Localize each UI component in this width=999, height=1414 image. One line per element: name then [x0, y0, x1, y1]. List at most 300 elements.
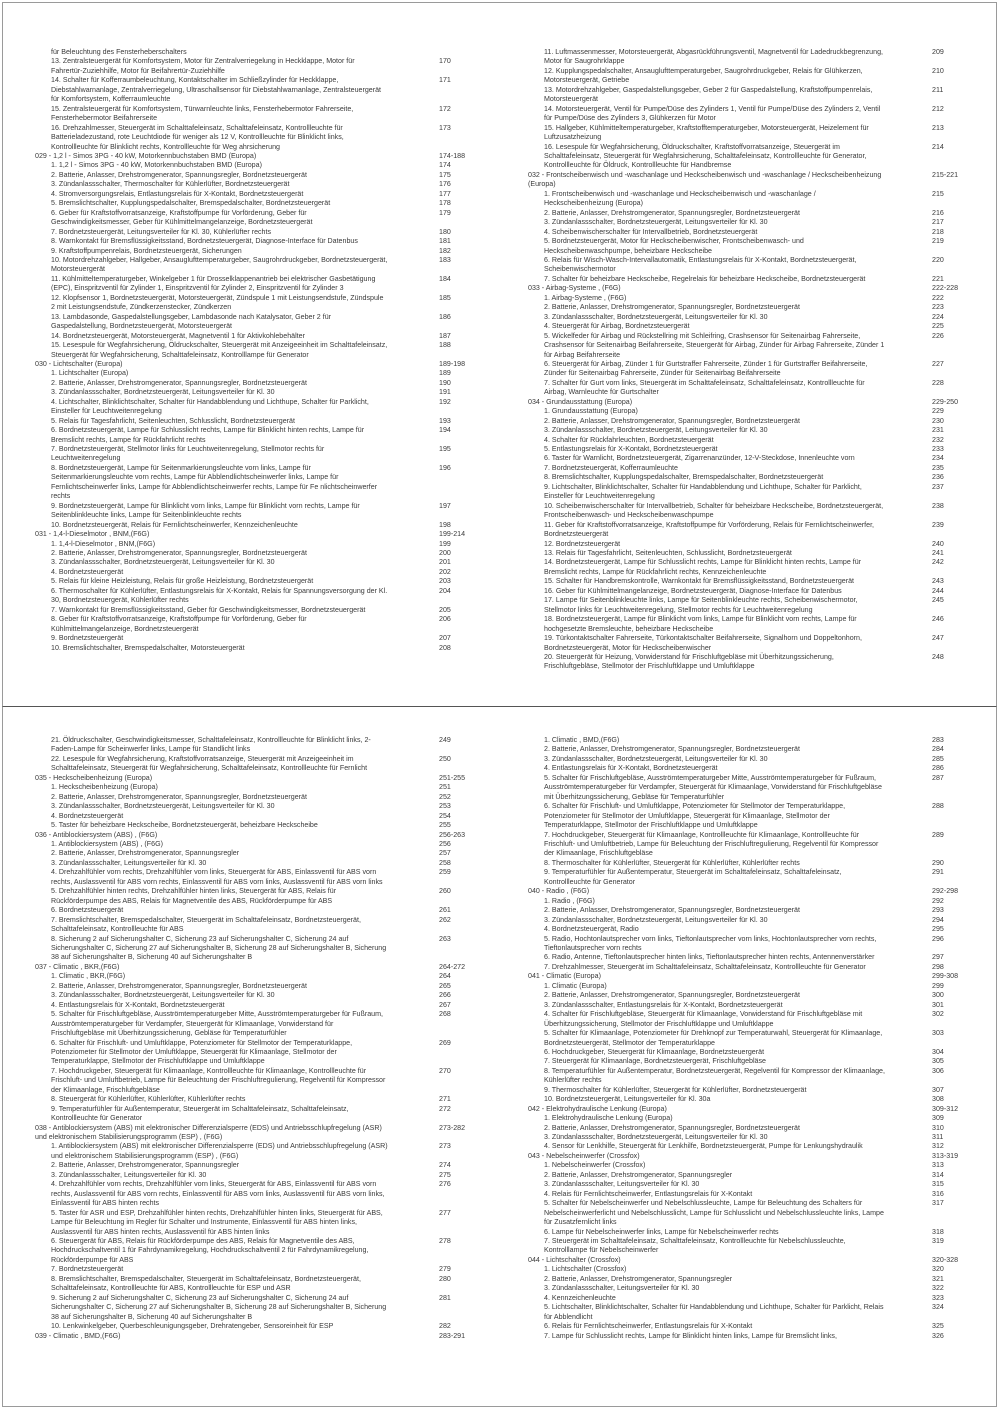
toc-section-entry[interactable]	[3, 1332, 498, 1341]
toc-item-entry[interactable]	[3, 57, 498, 76]
toc-item-entry[interactable]	[3, 634, 498, 643]
toc-item-entry[interactable]	[3, 379, 498, 388]
toc-item-entry[interactable]	[3, 1180, 498, 1208]
toc-section-entry[interactable]	[3, 152, 498, 161]
toc-item-entry[interactable]	[3, 256, 498, 275]
entry-title: 1. Climatic (Europa)	[544, 981, 607, 990]
toc-item-entry[interactable]	[3, 417, 498, 426]
toc-item-entry[interactable]	[496, 502, 996, 521]
toc-item-entry[interactable]	[3, 736, 498, 755]
toc-item-entry[interactable]	[496, 1190, 996, 1199]
entry-page-number: 184	[439, 274, 451, 283]
entry-page-number: 282	[439, 1322, 451, 1331]
toc-item-entry[interactable]	[496, 426, 996, 435]
toc-section-entry[interactable]	[496, 171, 996, 190]
entry-page-number: 321	[932, 1274, 944, 1283]
toc-item-entry[interactable]	[3, 802, 498, 811]
toc-item-entry[interactable]	[496, 1284, 996, 1293]
toc-item-entry[interactable]	[3, 991, 498, 1000]
toc-item-entry[interactable]	[496, 587, 996, 596]
toc-item-entry[interactable]	[496, 1171, 996, 1180]
toc-item-entry[interactable]	[3, 294, 498, 313]
entry-page-number: 222-228	[932, 284, 959, 293]
toc-item-entry[interactable]	[496, 764, 996, 773]
toc-item-entry[interactable]	[496, 1322, 996, 1331]
entry-page-number: 268	[439, 1010, 451, 1019]
toc-section-entry[interactable]	[496, 972, 996, 981]
entry-title: 6. Bordnetzsteuergerät	[51, 906, 124, 915]
toc-item-entry[interactable]	[3, 1039, 498, 1067]
toc-item-entry[interactable]	[496, 256, 996, 275]
toc-item-entry[interactable]	[496, 1067, 996, 1086]
toc-item-entry[interactable]	[3, 190, 498, 199]
toc-section-entry[interactable]	[496, 1105, 996, 1114]
toc-item-entry[interactable]	[496, 1095, 996, 1104]
toc-item-entry[interactable]	[496, 417, 996, 426]
toc-item-entry[interactable]	[496, 859, 996, 868]
toc-item-entry[interactable]	[3, 398, 498, 417]
toc-item-entry[interactable]	[496, 540, 996, 549]
toc-item-entry[interactable]	[496, 48, 996, 67]
toc-item-entry[interactable]	[496, 634, 996, 653]
toc-item-entry[interactable]	[496, 1161, 996, 1170]
toc-item-entry[interactable]	[3, 199, 498, 208]
entry-page-number: 211	[932, 85, 944, 94]
entry-title: 4. Stromversorgungsrelais, Entlastungsrelais für X-Kontakt, Bordnetzsteuergerät	[51, 189, 304, 198]
toc-item-entry[interactable]	[496, 218, 996, 227]
entry-title: 8. Steuergerät für Kühlerlüfter, Kühlerlüfter, Kühlerlüfter rechts	[51, 1095, 246, 1104]
toc-item-entry[interactable]	[496, 1332, 996, 1341]
entry-page-number: 316	[932, 1189, 944, 1198]
toc-item-entry[interactable]	[496, 868, 996, 887]
entry-title: 036 - Antiblockiersystem (ABS) , (F6G)	[35, 830, 158, 839]
entry-title: 9. Sicherung 2 auf Sicherungshalter C, Sicherung 23 auf Sicherungshalter C, Sicherung 24 auf Sicherungshalter C, Sicherung 27 auf Sicherungshalter B, Sicherung 28 auf Sicherungshalter B, Sicherung 38 auf Sicherungshalter B, Sicherung 40 auf Sicherungshalter B	[51, 1293, 387, 1321]
entry-title: 3. Zündanlassschalter, Bordnetzsteuergerät, Leitungsverteiler für Kl. 30	[544, 218, 768, 227]
toc-item-entry[interactable]	[3, 105, 498, 124]
toc-item-entry[interactable]	[496, 1048, 996, 1057]
entry-page-number: 262	[439, 915, 451, 924]
entry-title: 5. Drehzahlfühler hinten rechts, Drehzahlfühler hinten links, Steuergerät für ABS, Relais für Rückförderpumpe des ABS, Relais für Magnetventile des ABS, Rückförderpumpe für ABS	[51, 887, 337, 905]
entry-page-number: 172	[439, 104, 451, 113]
toc-item-entry[interactable]	[496, 615, 996, 634]
toc-section-entry[interactable]	[3, 1124, 498, 1143]
toc-item-entry[interactable]	[496, 653, 996, 672]
entry-page-number: 174	[439, 161, 451, 170]
entry-title: 19. Türkontaktschalter Fahrerseite, Türkontaktschalter Beifahrerseite, Signalhorn und Doppeltonhorn, Bordnetzsteuergerät, Motor für Heckscheibenwischer	[544, 634, 862, 652]
toc-item-entry[interactable]	[3, 558, 498, 567]
entry-title: 6. Bordnetzsteuergerät, Lampe für Schlusslicht rechts, Lampe für Blinklicht hinten rechts, Lampe für Bremslicht rechts, Lampe für Rückfahrlicht rechts	[51, 426, 365, 444]
toc-item-entry[interactable]	[3, 341, 498, 360]
toc-item-entry[interactable]	[3, 540, 498, 549]
toc-item-entry[interactable]	[3, 388, 498, 397]
toc-item-entry[interactable]	[3, 568, 498, 577]
entry-title: 1. 1,2 l - Simos 3PG - 40 kW, Motorkennbuchstaben BMD (Europa)	[51, 161, 262, 170]
toc-item-entry[interactable]	[3, 247, 498, 256]
entry-title: 2. Batterie, Anlasser, Drehstromgenerator, Spannungsregler, Bordnetzsteuergerät	[544, 208, 800, 217]
toc-item-entry[interactable]	[496, 596, 996, 615]
toc-item-entry[interactable]	[496, 906, 996, 915]
entry-page-number: 236	[932, 473, 944, 482]
toc-item-entry[interactable]	[3, 209, 498, 228]
entry-page-number: 278	[439, 1237, 451, 1246]
entry-title: 10. Lenkwinkelgeber, Querbeschleunigungsgeber, Drehratengeber, Sensoreinheit für ESP	[51, 1322, 334, 1331]
toc-item-entry[interactable]	[496, 1199, 996, 1227]
entry-title: 5. Wickelfeder für Airbag und Rückstellring mit Schleifring, Crashsensor für Seitenairbag Fahrerseite, Crashsensor für Seitenairbag Beifahrerseite, Steuergerät für Airbag, Zünder für Airbag Fahrerseite, Zünder 1 für Airbag Beifahrerseite	[544, 331, 885, 359]
toc-item-entry[interactable]	[496, 1029, 996, 1048]
entry-title: 5. Radio, Hochtonlautsprecher vorn links, Tieftonlautsprecher vorn links, Hochtonlautsprecher vorn rechts, Tieftonlautsprecher vorn rechts	[544, 934, 877, 952]
toc-item-entry[interactable]	[3, 644, 498, 653]
document-page-top-left	[2, 2, 499, 707]
entry-page-number: 188	[439, 341, 451, 350]
entry-title: 18. Bordnetzsteuergerät, Lampe für Blinklicht vorn links, Lampe für Blinklicht vorn rechts, Lampe für hochgesetzte Bremsleuchte, beheizbare Heckscheibe	[544, 615, 857, 633]
toc-item-entry[interactable]	[496, 143, 996, 171]
toc-section-entry[interactable]	[496, 1152, 996, 1161]
entry-page-number: 210	[932, 66, 944, 75]
toc-continuation-line[interactable]	[3, 48, 498, 57]
toc-item-entry[interactable]	[3, 464, 498, 502]
toc-item-entry[interactable]	[3, 887, 498, 906]
entry-page-number: 219	[932, 237, 944, 246]
toc-item-entry[interactable]	[3, 1067, 498, 1095]
entry-page-number: 215	[932, 189, 944, 198]
entry-page-number: 271	[439, 1095, 451, 1104]
toc-item-entry[interactable]	[3, 1265, 498, 1274]
entry-page-number: 196	[439, 463, 451, 472]
toc-section-entry[interactable]	[3, 831, 498, 840]
entry-title: 10. Bremslichtschalter, Bremspedalschalter, Motorsteuergerät	[51, 643, 245, 652]
toc-item-entry[interactable]	[496, 1010, 996, 1029]
entry-title: 6. Lampe für Nebelscheinwerfer links, Lampe für Nebelscheinwerfer rechts	[544, 1227, 779, 1236]
entry-page-number: 226	[932, 331, 944, 340]
toc-item-entry[interactable]	[496, 1237, 996, 1256]
toc-item-entry[interactable]	[496, 736, 996, 745]
entry-page-number: 294	[932, 915, 944, 924]
entry-title: 2. Batterie, Anlasser, Drehstromgenerator, Spannungsregler, Bordnetzsteuergerät	[544, 416, 800, 425]
toc-item-entry[interactable]	[3, 783, 498, 792]
toc-item-entry[interactable]	[496, 558, 996, 577]
entry-page-number: 193	[439, 416, 451, 425]
entry-page-number: 315	[932, 1180, 944, 1189]
toc-item-entry[interactable]	[496, 379, 996, 398]
toc-section-entry[interactable]	[3, 963, 498, 972]
toc-item-entry[interactable]	[496, 303, 996, 312]
entry-title: 12. Klopfsensor 1, Bordnetzsteuergerät, Motorsteuergerät, Zündspule 1 mit Leistungsendstufe, Zündspule 2 mit Leistungsendstufe, Zündkerzenstecker, Zündkerzen	[51, 293, 384, 312]
entry-page-number: 242	[932, 558, 944, 567]
entry-title: 13. Relais für Tagesfahrlicht, Seitenleuchten, Schlusslicht, Bordnetzsteuergerät	[544, 549, 792, 558]
entry-page-number: 181	[439, 237, 451, 246]
toc-item-entry[interactable]	[3, 587, 498, 606]
entry-page-number: 307	[932, 1085, 944, 1094]
toc-item-entry[interactable]	[496, 953, 996, 962]
entry-title: 4. Schalter für Frischluftgebläse, Steuergerät für Klimaanlage, Vorwiderstand für Frischluftgebläse mit Überhitzungssicherung, Stellmotor der Frischluftklappe und Umluftklappe	[544, 1010, 863, 1028]
entry-page-number: 254	[439, 811, 451, 820]
entry-title: 3. Zündanlassschalter, Leitungsverteiler für Kl. 30	[51, 858, 207, 867]
entry-title: 4. Drehzahlfühler vorn rechts, Drehzahlfühler vorn links, Steuergerät für ABS, Einlassventil für ABS vorn rechts, Auslassventil für ABS vorn rechts, Einlassventil für ABS vorn links, Auslassventil für ABS vorn links	[51, 868, 383, 886]
entry-title: 2. Batterie, Anlasser, Drehstromgenerator, Spannungsregler, Bordnetzsteuergerät	[544, 745, 800, 754]
toc-item-entry[interactable]	[496, 1228, 996, 1237]
entry-page-number: 179	[439, 208, 451, 217]
toc-item-entry[interactable]	[3, 615, 498, 634]
entry-page-number: 301	[932, 1000, 944, 1009]
toc-item-entry[interactable]	[496, 745, 996, 754]
entry-title: 7. Bordnetzsteuergerät	[51, 1265, 124, 1274]
toc-item-entry[interactable]	[496, 1265, 996, 1274]
toc-item-entry[interactable]	[3, 1322, 498, 1331]
toc-item-entry[interactable]	[496, 436, 996, 445]
entry-title: 2. Batterie, Anlasser, Drehstromgenerator, Spannungsregler, Bordnetzsteuergerät	[51, 549, 307, 558]
entry-page-number: 238	[932, 501, 944, 510]
entry-page-number: 246	[932, 615, 944, 624]
entry-title: 4. Relais für Fernlichtscheinwerfer, Entlastungsrelais für X-Kontakt	[544, 1189, 753, 1198]
toc-item-entry[interactable]	[496, 1133, 996, 1142]
toc-item-entry[interactable]	[3, 840, 498, 849]
toc-item-entry[interactable]	[496, 991, 996, 1000]
toc-section-entry[interactable]	[3, 530, 498, 539]
toc-section-entry[interactable]	[496, 284, 996, 293]
toc-item-entry[interactable]	[496, 124, 996, 143]
entry-page-number: 185	[439, 293, 451, 302]
entry-title: 8. Sicherung 2 auf Sicherungshalter C, Sicherung 23 auf Sicherungshalter C, Sicherung 24 auf Sicherungshalter C, Sicherung 27 auf Sicherungshalter B, Sicherung 28 auf Sicherungshalter B, Sicherung 38 auf Sicherungshalter B, Sicherung 40 auf Sicherungshalter B	[51, 934, 387, 962]
toc-item-entry[interactable]	[496, 802, 996, 830]
entry-title: 7. Bordnetzsteuergerät, Kofferraumleuchte	[544, 463, 678, 472]
entry-page-number: 230	[932, 416, 944, 425]
toc-item-entry[interactable]	[3, 124, 498, 152]
entry-title: 8. Geber für Kraftstoffvorratsanzeige, Kraftstoffpumpe für Vorförderung, Geber für Kühlmittelmangelanzeige, Bordnetzsteuergerät	[51, 615, 307, 633]
toc-item-entry[interactable]	[496, 1114, 996, 1123]
entry-title: 2. Batterie, Anlasser, Drehstromgenerator, Spannungsregler, Bordnetzsteuergerät	[544, 906, 800, 915]
entry-title: 9. Temperaturfühler für Außentemperatur, Steuergerät im Schalttafeleinsatz, Schalttafeleinsatz, Kontrollleuchte für Generator	[51, 1104, 349, 1123]
toc-item-entry[interactable]	[3, 916, 498, 935]
toc-section-entry[interactable]	[3, 774, 498, 783]
entry-title: 033 - Airbag-Systeme , (F6G)	[528, 284, 621, 293]
toc-item-entry[interactable]	[3, 577, 498, 586]
toc-item-entry[interactable]	[496, 549, 996, 558]
entry-title: 4. Entlastungsrelais für X-Kontakt, Bordnetzsteuergerät	[51, 1000, 225, 1009]
toc-item-entry[interactable]	[496, 925, 996, 934]
entry-title: 10. Bordnetzsteuergerät, Leitungsverteiler für Kl. 30a	[544, 1095, 711, 1104]
entry-page-number: 198	[439, 520, 451, 529]
toc-item-entry[interactable]	[3, 275, 498, 294]
toc-item-entry[interactable]	[496, 935, 996, 954]
entry-title: 039 - Climatic , BMD,(F6G)	[35, 1331, 121, 1340]
entry-title: 6. Schalter für Frischluft- und Umluftklappe, Potenziometer für Stellmotor der Temperaturklappe, Potenziometer für Stellmotor der Umluftklappe, Steuergerät für Klimaanlage, Stellmotor der Temperaturklappe, Stellmotor der Frischluftklappe und Umluftklappe	[544, 802, 846, 830]
toc-section-entry[interactable]	[3, 360, 498, 369]
toc-item-entry[interactable]	[3, 313, 498, 332]
toc-item-entry[interactable]	[496, 454, 996, 463]
entry-page-number: 223	[932, 303, 944, 312]
toc-item-entry[interactable]	[496, 407, 996, 416]
toc-item-entry[interactable]	[3, 332, 498, 341]
toc-item-entry[interactable]	[3, 445, 498, 464]
toc-item-entry[interactable]	[3, 1294, 498, 1322]
toc-item-entry[interactable]	[3, 369, 498, 378]
toc-item-entry[interactable]	[496, 755, 996, 764]
toc-item-entry[interactable]	[3, 868, 498, 887]
toc-item-entry[interactable]	[3, 972, 498, 981]
toc-item-entry[interactable]	[496, 982, 996, 991]
entry-title: 14. Motorsteuergerät, Ventil für Pumpe/Düse des Zylinders 1, Ventil für Pumpe/Düse des Zylinders 2, Ventil für Pumpe/Düse des Zylinders 3, Glühkerzen für Motor	[544, 104, 881, 123]
toc-item-entry[interactable]	[3, 180, 498, 189]
toc-item-entry[interactable]	[496, 897, 996, 906]
toc-section-entry[interactable]	[496, 1256, 996, 1265]
toc-item-entry[interactable]	[496, 67, 996, 86]
toc-item-entry[interactable]	[3, 521, 498, 530]
toc-item-entry[interactable]	[3, 1171, 498, 1180]
entry-title: 8. Warnkontakt für Bremsflüssigkeitsstand, Bordnetzsteuergerät, Diagnose-Interface für Datenbus	[51, 237, 358, 246]
entry-page-number: 186	[439, 312, 451, 321]
entry-title: 2. Batterie, Anlasser, Drehstromgenerator, Spannungsregler	[544, 1170, 733, 1179]
toc-item-entry[interactable]	[3, 502, 498, 521]
toc-item-entry[interactable]	[3, 228, 498, 237]
toc-item-entry[interactable]	[496, 1294, 996, 1303]
toc-item-entry[interactable]	[3, 935, 498, 963]
toc-item-entry[interactable]	[3, 237, 498, 246]
entry-page-number: 176	[439, 180, 451, 189]
toc-item-entry[interactable]	[3, 906, 498, 915]
toc-item-entry[interactable]	[496, 1057, 996, 1066]
entry-title: 3. Zündanlassschalter, Thermoschalter für Kühlerlüfter, Bordnetzsteuergerät	[51, 180, 290, 189]
toc-item-entry[interactable]	[3, 1237, 498, 1265]
toc-item-entry[interactable]	[496, 831, 996, 859]
entry-title: 3. Zündanlassschalter, Entlastungsrelais für X-Kontakt, Bordnetzsteuergerät	[544, 1000, 783, 1009]
entry-title: 7. Lampe für Schlusslicht rechts, Lampe für Blinklicht hinten links, Lampe für Bremslicht links,	[544, 1331, 837, 1340]
toc-item-entry[interactable]	[3, 171, 498, 180]
entry-title: 2. Batterie, Anlasser, Drehstromgenerator, Spannungsregler	[51, 1161, 240, 1170]
toc-item-entry[interactable]	[3, 1275, 498, 1294]
entry-page-number: 295	[932, 925, 944, 934]
toc-item-entry[interactable]	[496, 464, 996, 473]
entry-title: 5. Relais für Tagesfahrlicht, Seitenleuchten, Schlusslicht, Bordnetzsteuergerät	[51, 416, 295, 425]
entry-page-number: 280	[439, 1274, 451, 1283]
toc-item-entry[interactable]	[3, 1001, 498, 1010]
entry-title: 10. Motordrehzahlgeber, Hallgeber, Ansauglufttemperaturgeber, Saugrohrdruckgeber, Bordnetzsteuergerät, Motorsteuergerät	[51, 255, 388, 274]
entry-title: 3. Zündanlassschalter, Bordnetzsteuergerät, Leitungsverteiler für Kl. 30	[544, 915, 768, 924]
entry-page-number: 206	[439, 615, 451, 624]
entry-title: 8. Bordnetzsteuergerät, Lampe für Seitenmarkierungsleuchte vorn links, Lampe für Seitenmarkierungsleuchte vorn rechts, Lampe für Abblendlichtscheinwerfer links, Lampe für Fernlichtscheinwerfer links, Lampe für Abblendlichtscheinwerfer rechts, Lampe für Fe nlichtscheinwerfer rechts	[51, 463, 378, 501]
toc-item-entry[interactable]	[3, 76, 498, 104]
entry-title: 035 - Heckscheibenheizung (Europa)	[35, 773, 153, 782]
toc-item-entry[interactable]	[496, 445, 996, 454]
entry-title: 2. Batterie, Anlasser, Drehstromgenerator, Spannungsregler, Bordnetzsteuergerät	[51, 378, 307, 387]
entry-title: 7. Bremslichtschalter, Bremspedalschalter, Steuergerät im Schalttafeleinsatz, Bordnetzsteuergerät, Schalttafeleinsatz, Kontrollleuchte für ABS	[51, 915, 361, 934]
entry-page-number: 205	[439, 605, 451, 614]
toc-item-entry[interactable]	[3, 849, 498, 858]
toc-item-entry[interactable]	[496, 916, 996, 925]
entry-page-number: 234	[932, 454, 944, 463]
toc-item-entry[interactable]	[496, 190, 996, 209]
toc-item-entry[interactable]	[496, 105, 996, 124]
toc-item-entry[interactable]	[3, 982, 498, 991]
toc-item-entry[interactable]	[496, 774, 996, 802]
toc-item-entry[interactable]	[3, 821, 498, 830]
toc-item-entry[interactable]	[496, 332, 996, 360]
entry-title: 9. Kraftstoffpumpenrelais, Bordnetzsteuergerät, Sicherungen	[51, 246, 242, 255]
entry-title: 17. Lampe für Seitenblinkleuchte links, Lampe für Seitenblinkleuchte rechts, Scheibenwischermotor, Stellmotor links für Leuchtweitenregelung, Stellmotor rechts für Leuchtweitenregelung	[544, 596, 858, 614]
entry-title: 4. Schalter für Rückfahrleuchten, Bordnetzsteuergerät	[544, 435, 714, 444]
entry-page-number: 256-263	[439, 830, 466, 839]
toc-item-entry[interactable]	[3, 549, 498, 558]
entry-title: 14. Bordnetzsteuergerät, Motorsteuergerät, Magnetventil 1 für Aktivkohlebehälter	[51, 331, 305, 340]
entry-title: 3. Zündanlassschalter, Leitungsverteiler für Kl. 30	[544, 1180, 700, 1189]
entry-page-number: 182	[439, 246, 451, 255]
toc-item-entry[interactable]	[496, 322, 996, 331]
toc-item-entry[interactable]	[3, 755, 498, 774]
entry-title: 031 - 1,4-l-Dieselmotor , BNM,(F6G)	[35, 530, 150, 539]
entry-page-number: 180	[439, 227, 451, 236]
toc-section-entry[interactable]	[496, 398, 996, 407]
entry-title: 1. Lichtschalter (Crossfox)	[544, 1265, 627, 1274]
entry-page-number: 174-188	[439, 151, 466, 160]
entry-page-number: 306	[932, 1066, 944, 1075]
toc-item-entry[interactable]	[3, 1010, 498, 1038]
entry-title: 2. Batterie, Anlasser, Drehstromgenerator, Spannungsregler, Bordnetzsteuergerät	[544, 1123, 800, 1132]
toc-item-entry[interactable]	[496, 1142, 996, 1151]
entry-page-number: 309	[932, 1114, 944, 1123]
toc-item-entry[interactable]	[3, 1161, 498, 1170]
toc-item-entry[interactable]	[496, 1180, 996, 1189]
entry-page-number: 194	[439, 426, 451, 435]
toc-item-entry[interactable]	[496, 209, 996, 218]
toc-item-entry[interactable]	[3, 161, 498, 170]
entry-title: 11. Luftmassenmesser, Motorsteuergerät, Abgasrückführungsventil, Magnetventil für Ladedruckbegrenzung, Motor für Saugrohrklappe	[544, 48, 883, 66]
entry-title: 2. Batterie, Anlasser, Drehstromgenerator, Spannungsregler, Bordnetzsteuergerät	[51, 792, 307, 801]
toc-item-entry[interactable]	[3, 1095, 498, 1104]
entry-title: 6. Steuergerät für ABS, Relais für Rückförderpumpe des ABS, Relais für Magnetventile des ABS, Hochdruckschaltventil 1 für Fahrdynamikregelung, Hochdruckschaltventil 2 für Fahrdynamikregelung, Rückförderpumpe für ABS	[51, 1237, 369, 1264]
toc-item-entry[interactable]	[3, 606, 498, 615]
toc-item-entry[interactable]	[3, 1142, 498, 1161]
toc-item-entry[interactable]	[496, 86, 996, 105]
toc-item-entry[interactable]	[3, 1209, 498, 1237]
toc-item-entry[interactable]	[496, 1086, 996, 1095]
toc-item-entry[interactable]	[496, 1275, 996, 1284]
toc-item-entry[interactable]	[496, 360, 996, 379]
toc-item-entry[interactable]	[3, 812, 498, 821]
document-page-bottom-left	[2, 707, 499, 1407]
toc-item-entry[interactable]	[3, 426, 498, 445]
toc-item-entry[interactable]	[496, 275, 996, 284]
toc-item-entry[interactable]	[496, 1001, 996, 1010]
entry-page-number: 283-291	[439, 1331, 466, 1340]
toc-item-entry[interactable]	[496, 473, 996, 482]
toc-item-entry[interactable]	[496, 1124, 996, 1133]
entry-page-number: 281	[439, 1293, 451, 1302]
toc-item-entry[interactable]	[496, 237, 996, 256]
entry-title: 1. Climatic , BMD,(F6G)	[544, 736, 620, 744]
toc-item-entry[interactable]	[3, 859, 498, 868]
toc-section-entry[interactable]	[496, 887, 996, 896]
toc-item-entry[interactable]	[496, 228, 996, 237]
toc-item-entry[interactable]	[496, 294, 996, 303]
toc-item-entry[interactable]	[496, 577, 996, 586]
entry-page-number: 207	[439, 634, 451, 643]
entry-page-number: 296	[932, 934, 944, 943]
toc-item-entry[interactable]	[496, 313, 996, 322]
entry-title: 16. Drehzahlmesser, Steuergerät im Schalttafeleinsatz, Schalttafeleinsatz, Kontrollleuchte für Batterieladezustand, rote Leuchtdiode für weniger als 12 V, Kontrollleuchte für Blinklicht links, Kontrollleuchte für Blinklicht rechts, Kontrollleuchte für Weg ahrsicherung	[51, 123, 344, 151]
entry-page-number: 245	[932, 596, 944, 605]
toc-item-entry[interactable]	[496, 483, 996, 502]
toc-item-entry[interactable]	[3, 1105, 498, 1124]
entry-title: 7. Drehzahlmesser, Steuergerät im Schalttafeleinsatz, Schalttafeleinsatz, Kontrollleuchte für Generator	[544, 962, 866, 971]
toc-item-entry[interactable]	[496, 521, 996, 540]
entry-page-number: 197	[439, 501, 451, 510]
entry-page-number: 231	[932, 426, 944, 435]
toc-item-entry[interactable]	[496, 1303, 996, 1322]
table-of-contents	[3, 48, 498, 653]
toc-item-entry[interactable]	[3, 793, 498, 802]
document-page-bottom-right	[498, 707, 997, 1407]
toc-item-entry[interactable]	[496, 963, 996, 972]
entry-title: 9. Thermoschalter für Kühlerlüfter, Steuergerät für Kühlerlüfter, Bordnetzsteuergerät	[544, 1085, 807, 1094]
